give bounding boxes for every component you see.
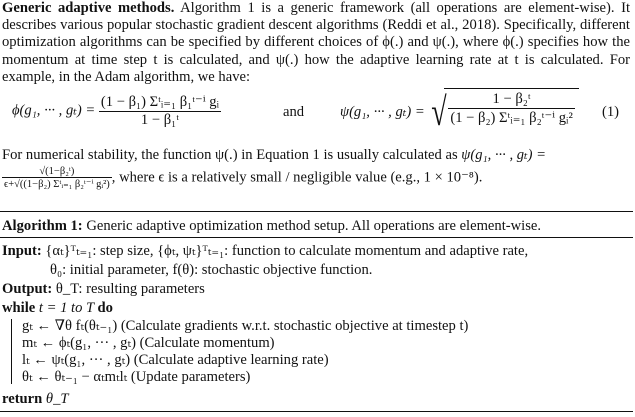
and-word: and xyxy=(283,104,305,120)
stability-text: For numerical stability, the function ψ(.) in Equation 1 is usually calculated as xyxy=(2,147,458,163)
while-condition: t = 1 to T xyxy=(35,300,98,316)
sqrt-body xyxy=(444,88,578,136)
intro-paragraph xyxy=(2,0,630,86)
psi-equation xyxy=(340,88,579,136)
phi-numerator: (1 − β₁) Σᵗᵢ₌₁ β₁ᵗ⁻ⁱ gᵢ xyxy=(100,94,219,110)
algorithm-caption-text: Generic adaptive optimization method setup. All operations are element-wise. xyxy=(82,218,542,234)
small-numerator: √(1−β₂ᵗ) xyxy=(2,166,112,178)
algorithm-caption-rule xyxy=(0,237,633,238)
stability-rest: , where ϵ is a relatively small / negligible value (e.g., 1 × 10⁻⁸). xyxy=(111,169,483,186)
algorithm-output xyxy=(2,281,205,298)
psi-hat-expr: ψ(g₁, ··· , gₜ) = xyxy=(461,147,547,163)
input-label: Input: xyxy=(2,243,42,259)
small-denominator: ϵ+√((1−β₂) Σᵗᵢ₌₁ β₂ᵗ⁻ⁱ gᵢ²) xyxy=(4,179,110,190)
loop-body-bar xyxy=(11,319,12,384)
phi-denominator: 1 − β₁ᵗ xyxy=(140,112,180,128)
algorithm-label: Algorithm 1: xyxy=(2,218,83,234)
algorithm-step: θₜ ← θₜ₋₁ − αₜmₜlₜ (Update parameters) xyxy=(22,369,251,385)
psi-numerator: 1 − β₂ᵗ xyxy=(448,91,574,109)
algorithm-while xyxy=(2,300,113,317)
sqrt-symbol: √ xyxy=(431,89,448,134)
phi-fraction xyxy=(99,93,221,129)
while-keyword: while xyxy=(2,300,36,316)
algorithm-top-rule xyxy=(0,211,633,212)
algorithm-caption xyxy=(2,218,541,235)
return-value: θ_T xyxy=(42,391,69,407)
algorithm-step: mₜ ← ϕₜ(g₁, ··· , gₜ) (Calculate momentum) xyxy=(22,335,275,351)
algorithm-return xyxy=(2,391,69,408)
input-text: {αₜ}ᵀₜ₌₁: step size, {ϕₜ, ψₜ}ᵀₜ₌₁: function to calculate momentum and adaptive rate, xyxy=(41,243,529,259)
psi-denominator: (1 − β₂) Σᵗᵢ₌₁ β₂ᵗ⁻ⁱ gᵢ² xyxy=(450,110,573,126)
algorithm-step: lₜ ← ψₜ(g₁, ··· , gₜ) (Calculate adaptive learning rate) xyxy=(22,352,329,368)
phi-lhs: ϕ(g₁, ··· , gₜ) = xyxy=(12,102,96,119)
psi-lhs: ψ(g₁, ··· , gₜ) = xyxy=(340,104,425,120)
equation-number: (1) xyxy=(602,104,620,120)
stability-line-2 xyxy=(2,166,482,190)
equation-1 xyxy=(12,93,221,129)
stability-line-1 xyxy=(2,146,546,164)
small-fraction xyxy=(2,166,112,190)
psi-fraction xyxy=(448,91,574,127)
algorithm-input-continued: θ₀: initial parameter, f(θ): stochastic objective function. xyxy=(50,262,373,278)
output-text: θ_T: resulting parameters xyxy=(52,281,205,297)
algorithm-input xyxy=(2,243,528,260)
return-keyword: return xyxy=(2,391,43,407)
algorithm-bottom-rule xyxy=(0,411,633,412)
output-label: Output: xyxy=(2,281,53,297)
section-lead: Generic adaptive methods. xyxy=(2,0,175,16)
psi-sqrt xyxy=(428,88,578,136)
intro-text: Algorithm 1 is a generic framework (all operations are element-wise). It describes various popular stochastic gradient descent algorithms (Reddi et al., 2018). Specifically, different optimization algorithms can be specified by different choices of ϕ(.) and ψ(.), where ϕ(.) specifies how the momentum at time step t is calculated, and ψ(.) how the adaptive learning rate at t is calculated. For example, in the Adam algorithm, we have: xyxy=(2,0,630,85)
do-keyword: do xyxy=(97,300,113,316)
algorithm-step: gₜ ← ∇θ fₜ(θₜ₋₁) (Calculate gradients w.r.t. stochastic objective at timestep t) xyxy=(22,318,469,334)
